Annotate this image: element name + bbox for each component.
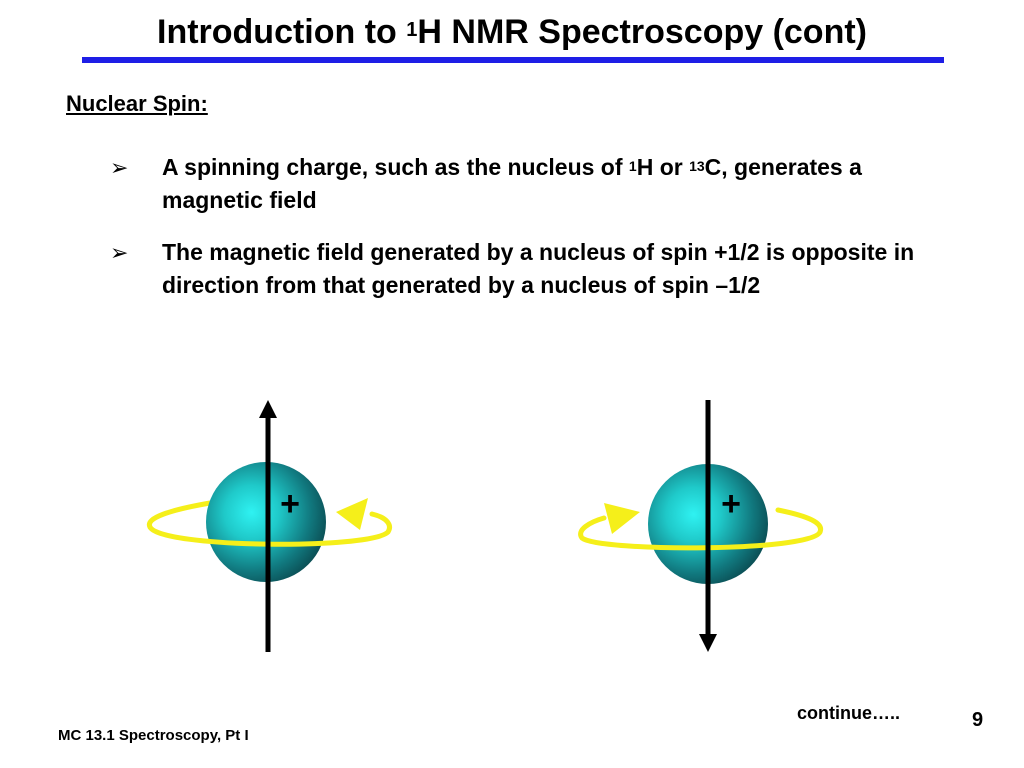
course-footer: MC 13.1 Spectroscopy, Pt I (58, 727, 249, 744)
bullet-text-2: The magnetic field generated by a nucleus of spin +1/2 is opposite in direction from that generated by a nucleus of spin –1/2 (162, 239, 915, 298)
continue-label: continue….. (797, 703, 900, 723)
nucleus-charge-left: + (280, 485, 300, 523)
bullet-arrow-icon: ➢ (110, 240, 129, 265)
page-title-prefix: Introduction to (157, 13, 407, 51)
bullet-text-1-part-a: A spinning charge, such as the nucleus of (162, 154, 629, 180)
orbit-back-arc-right (778, 510, 821, 532)
orbit-back-arc-left (149, 503, 210, 527)
section-heading: Nuclear Spin: (66, 91, 208, 116)
bullet-text-1-part-b: H or (636, 154, 690, 180)
nucleus-spin-up (149, 400, 389, 652)
nucleus-charge-right: + (721, 485, 741, 523)
rotation-arrowhead-left (336, 498, 368, 530)
axis-arrowhead-up-icon (259, 400, 277, 418)
nucleus-spin-down (581, 400, 821, 652)
page-title-superscript: 1 (406, 19, 418, 41)
bullet-arrow-icon: ➢ (110, 155, 129, 180)
bullet-text-1-sup-1: 1 (628, 158, 637, 174)
bullet-text-1-sup-13: 13 (689, 158, 705, 174)
page-title-suffix: H NMR Spectroscopy (cont) (417, 13, 867, 51)
rotation-arrowhead-right (604, 503, 640, 534)
axis-arrowhead-down-icon (699, 634, 717, 652)
bullet-text-1-part-c: C, generates a magnetic field (162, 154, 862, 213)
page-number: 9 (972, 709, 984, 731)
